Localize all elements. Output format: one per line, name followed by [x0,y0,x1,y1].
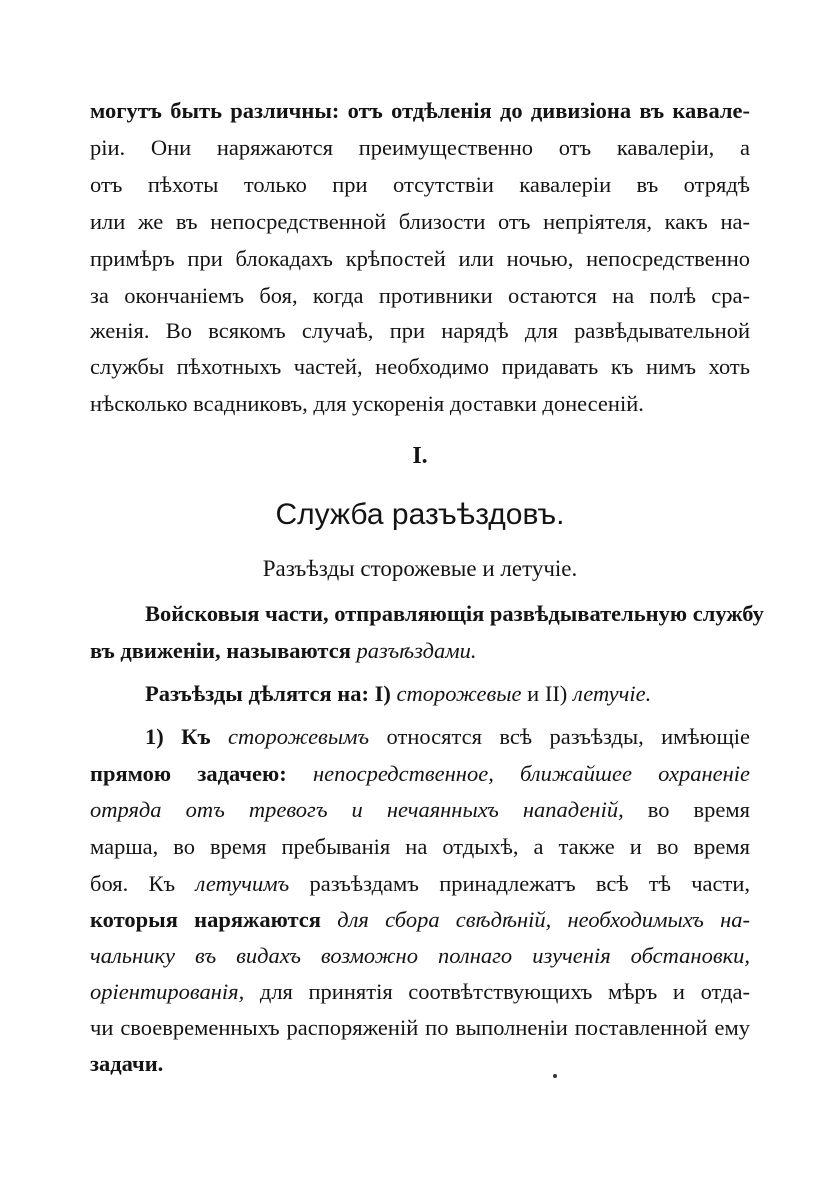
paragraph-4-line-9: чи своевременныхъ распоряженій по выполненіи поставленной ему [90,1015,750,1040]
paragraph-4-line-6 [90,906,750,934]
paragraph-4-line-10: задачи. [90,1051,164,1076]
paragraph-3-text-b: и II) [527,681,568,706]
paragraph-4-term: оріентированія, [90,979,245,1004]
paragraph-4-text: которыя наряжаются [90,907,321,932]
paragraph-4-term: сторожевымъ [228,724,370,749]
paragraph-3 [145,680,750,708]
paragraph-4-term: для сбора свѣдѣній, необходимыхъ на- [337,907,751,932]
paragraph-4-text: разъѣздамъ принадлежатъ всѣ тѣ части, [309,871,751,896]
paragraph-4-text: 1) Къ [145,724,211,749]
paragraph-1-line-5: примѣръ при блокадахъ крѣпостей или ночью, непосредственно [90,246,750,271]
paragraph-2-line-2 [90,637,750,665]
paragraph-1-line-6: за окончаніемъ боя, когда противники остаются на полѣ сра- [90,283,750,308]
paragraph-3-text-a: Разъѣзды дѣлятся на: I) [145,681,391,706]
paragraph-1-line-1: могутъ быть различны: отъ отдѣленія до дивизіона въ кавале- [90,98,750,123]
section-title: Служба разъѣздовъ. [275,498,565,531]
paragraph-4-text: относятся всѣ разъѣзды, имѣющіе [386,724,751,749]
paragraph-4-term: непосредственное, ближайшее охраненіе [312,761,750,786]
paragraph-3-term-b: летучіе. [572,681,652,706]
paragraph-4-line-8 [90,978,750,1006]
paragraph-4-line-2 [90,760,750,788]
paragraph-4-term: отряда отъ тревогъ и нечаянныхъ нападеній, [90,797,624,822]
section-subtitle: Разъѣзды сторожевые и летучіе. [262,556,578,581]
paragraph-4-text: прямою задачею: [90,761,287,786]
paragraph-4-line-1 [145,723,750,751]
paragraph-2-term: разъѣздами. [356,638,477,663]
paragraph-4-line-7: чальнику въ видахъ возможно полнаго изученія обстановки, [90,943,750,968]
paragraph-4-line-4: марша, во время пребыванія на отдыхѣ, а также и во время [90,834,750,859]
paragraph-2-text: въ движеніи, называются [90,638,351,663]
paragraph-4-text: для принятія соотвѣтствующихъ мѣръ и отда- [259,979,750,1004]
paragraph-1-line-9: нѣсколько всадниковъ, для ускоренія доставки донесеній. [90,391,644,416]
paragraph-4-term: летучимъ [195,871,290,896]
paragraph-4-line-3 [90,796,750,824]
paragraph-1-line-7: женія. Во всякомъ случаѣ, при нарядѣ для развѣдывательной [90,318,750,343]
paragraph-1-line-3: отъ пѣхоты только при отсутствіи кавалеріи въ отрядѣ [90,172,750,197]
ink-speck [553,1074,557,1078]
paragraph-4-line-5 [90,870,750,898]
paragraph-1-line-8: службы пѣхотныхъ частей, необходимо придавать къ нимъ хоть [90,354,750,379]
paragraph-1-line-4: или же въ непосредственной близости отъ непріятеля, какъ на- [90,209,750,234]
paragraph-3-term-a: сторожевые [396,681,522,706]
paragraph-1-line-2: ріи. Они наряжаются преимущественно отъ кавалеріи, а [90,135,750,160]
paragraph-2-line-1: Войсковыя части, отправляющія развѣдывательную службу [145,601,764,626]
section-number: I. [412,443,428,469]
paragraph-4-text: во время [647,797,751,822]
paragraph-4-text: боя. Къ [90,871,176,896]
